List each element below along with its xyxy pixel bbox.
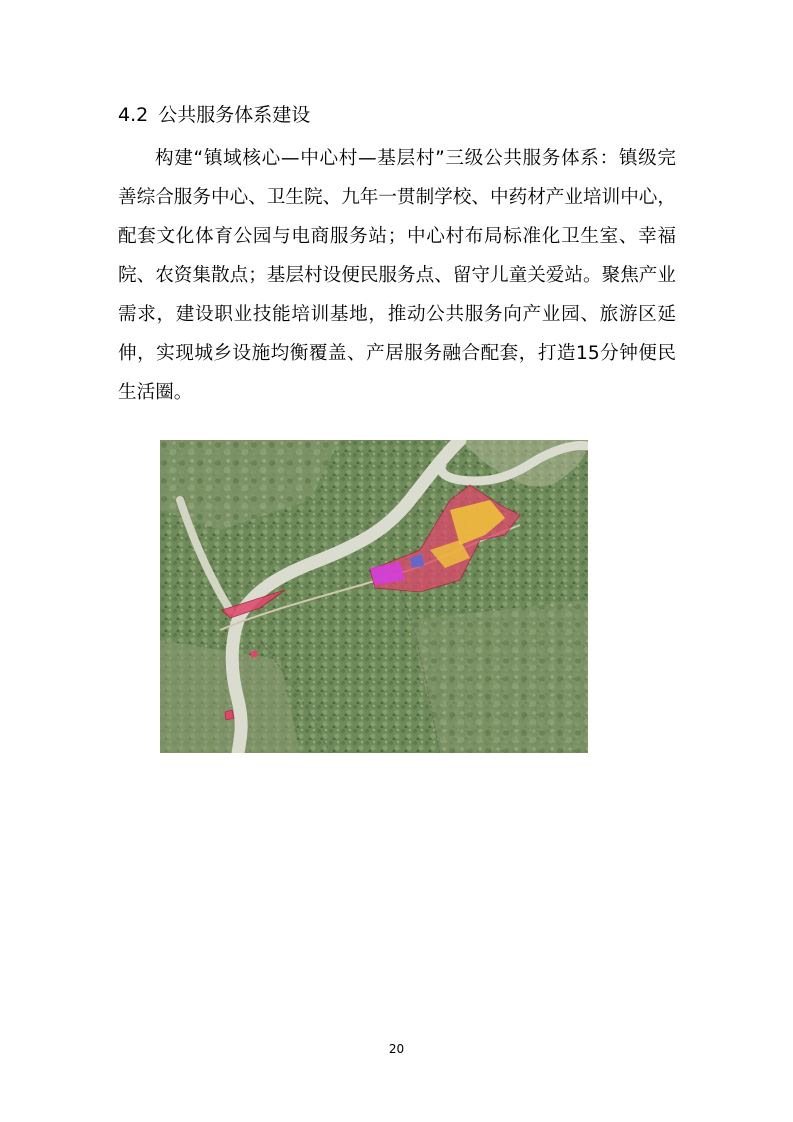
body-paragraph: 构建“镇域核心—中心村—基层村”三级公共服务体系：镇级完善综合服务中心、卫生院、九年一贯制学校、中药材产业培训中心，配套文化体育公园与电商服务站；中心村布局标准化卫生室、幸福院、农资集散点；基层村设便民服务点、留守儿童关爱站。聚焦产业需求，建设职业技能培训基地，推动公共服务向产业园、旅游区延伸，实现城乡设施均衡覆盖、产居服务融合配套，打造15分钟便民生活圈。 [118, 148, 676, 403]
map-image [160, 440, 588, 753]
aerial-planning-map [160, 440, 588, 753]
section-heading [118, 101, 310, 129]
page-number: 20 [388, 1042, 405, 1056]
section-number: 4.2 [118, 104, 149, 126]
section-title: 公共服务体系建设 [158, 104, 311, 126]
